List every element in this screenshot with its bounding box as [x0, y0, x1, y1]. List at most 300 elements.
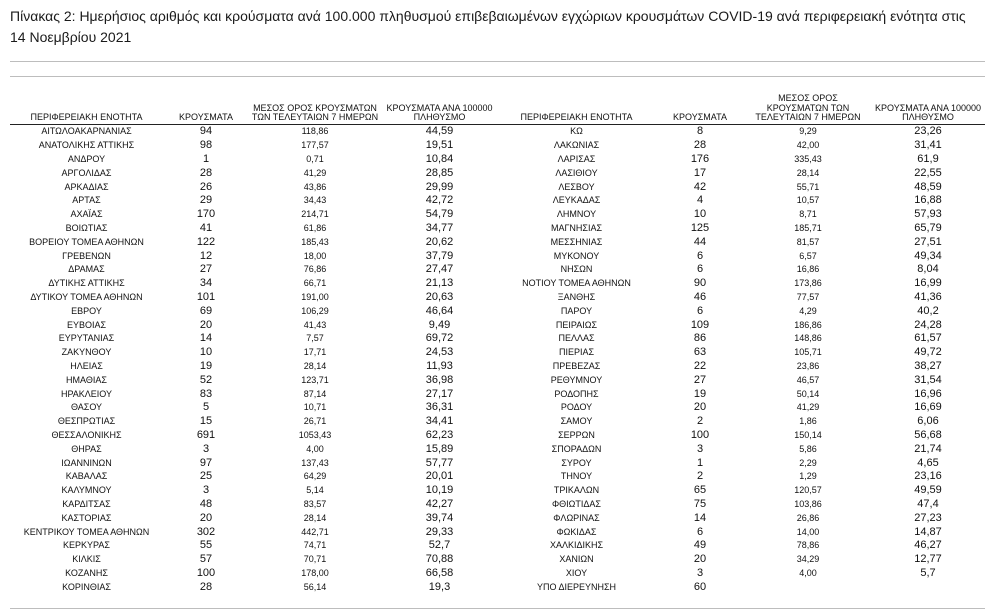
left-avg7-cell: 41,43	[303, 319, 327, 330]
table-row	[10, 193, 985, 207]
left-avg7-cell: 26,71	[303, 416, 327, 427]
table-row	[10, 566, 985, 580]
left-avg7-cell: 0,71	[306, 153, 324, 164]
right-region-cell: ΧΙΟΥ	[565, 567, 588, 578]
left-per100k-cell: 29,33	[425, 525, 454, 538]
right-region-cell: ΣΑΜΟΥ	[560, 416, 593, 427]
table-row	[10, 207, 985, 221]
left-region-cell: ΚΕΝΤΡΙΚΟΥ ΤΟΜΕΑ ΑΘΗΝΩΝ	[23, 526, 150, 537]
left-cases-cell: 100	[196, 566, 216, 579]
header-region-left: ΠΕΡΙΦΕΡΕΙΑΚΗ ΕΝΟΤΗΤΑ	[10, 86, 163, 124]
left-cases-cell: 20	[199, 511, 213, 524]
left-avg7-cell: 118,86	[301, 126, 329, 137]
right-avg7-cell: 41,29	[796, 402, 820, 413]
right-avg7-cell: 28,14	[796, 167, 820, 178]
left-per100k-cell: 52,7	[428, 539, 451, 552]
left-avg7-cell: 61,86	[303, 222, 327, 233]
table-row	[10, 276, 985, 290]
header-per100k-right: ΚΡΟΥΣΜΑΤΑ ΑΝΑ 100000 ΠΛΗΘΥΣΜΟ	[871, 86, 985, 124]
right-avg7-cell: 1,29	[799, 471, 817, 482]
left-region-cell: ΑΝΑΤΟΛΙΚΗΣ ΑΤΤΙΚΗΣ	[38, 140, 135, 151]
left-region-cell: ΑΝΔΡΟΥ	[67, 153, 106, 164]
table-row	[10, 235, 985, 249]
covid-cases-table	[10, 86, 985, 594]
right-region-cell: ΥΠΟ ΔΙΕΡΕΥΝΗΣΗ	[536, 581, 617, 592]
right-cases-cell: 14	[693, 511, 707, 524]
table-row	[10, 580, 985, 594]
left-per100k-cell: 36,31	[425, 401, 454, 414]
table-row	[10, 456, 985, 470]
right-avg7-cell: 46,57	[796, 374, 820, 385]
right-per100k-cell: 6,06	[917, 415, 939, 428]
left-per100k-cell: 44,59	[425, 125, 454, 138]
table-row	[10, 166, 985, 180]
right-per100k-cell: 61,57	[914, 332, 942, 345]
right-avg7-cell: 34,29	[796, 554, 820, 565]
right-per100k-cell	[871, 580, 985, 594]
right-avg7-cell: 77,57	[796, 291, 820, 302]
right-avg7-cell	[745, 580, 871, 594]
table-row	[10, 249, 985, 263]
right-cases-cell: 3	[696, 566, 704, 579]
left-cases-cell: 41	[199, 221, 213, 234]
right-avg7-cell: 1,86	[799, 416, 817, 427]
left-cases-cell: 34	[199, 277, 213, 290]
left-avg7-cell: 74,71	[303, 540, 327, 551]
right-per100k-cell: 16,96	[914, 387, 942, 400]
left-per100k-cell: 36,98	[425, 373, 454, 386]
right-cases-cell: 19	[693, 387, 707, 400]
right-region-cell: ΜΕΣΣΗΝΙΑΣ	[550, 236, 603, 247]
left-region-cell: ΖΑΚΥΝΘΟΥ	[61, 347, 112, 358]
right-per100k-cell: 31,54	[914, 373, 942, 386]
left-cases-cell: 57	[199, 553, 213, 566]
right-region-cell: ΦΩΚΙΔΑΣ	[556, 526, 597, 537]
left-region-cell: ΑΡΤΑΣ	[72, 195, 101, 206]
left-avg7-cell: 5,14	[306, 485, 324, 496]
left-avg7-cell: 7,57	[306, 333, 324, 344]
right-cases-cell: 2	[696, 470, 704, 483]
table-row	[10, 124, 985, 138]
right-cases-cell: 4	[696, 194, 704, 207]
table-row	[10, 511, 985, 525]
right-cases-cell: 109	[690, 318, 710, 331]
left-avg7-cell: 191,00	[301, 291, 329, 302]
table-row	[10, 152, 985, 166]
left-per100k-cell: 20,62	[425, 235, 454, 248]
left-avg7-cell: 70,71	[303, 554, 327, 565]
header-cases-left: ΚΡΟΥΣΜΑΤΑ	[163, 86, 249, 124]
left-region-cell: ΚΟΡΙΝΘΙΑΣ	[62, 581, 111, 592]
left-cases-cell: 27	[199, 263, 213, 276]
left-per100k-cell: 11,93	[426, 359, 453, 372]
right-cases-cell: 20	[693, 553, 707, 566]
left-per100k-cell: 24,53	[425, 346, 454, 359]
left-region-cell: ΘΕΣΣΑΛΟΝΙΚΗΣ	[51, 429, 122, 440]
left-per100k-cell: 42,72	[425, 194, 454, 207]
right-per100k-cell: 48,59	[914, 180, 942, 193]
right-region-cell: ΤΗΝΟΥ	[560, 471, 593, 482]
table-row	[10, 428, 985, 442]
left-per100k-cell: 20,63	[425, 290, 454, 303]
right-avg7-cell: 42,00	[796, 140, 820, 151]
right-avg7-cell: 6,57	[799, 250, 817, 261]
right-region-cell: ΛΗΜΝΟΥ	[556, 209, 597, 220]
header-top-rule	[10, 76, 985, 77]
right-cases-cell: 60	[693, 580, 707, 593]
left-per100k-cell: 27,17	[425, 387, 454, 400]
left-avg7-cell: 214,71	[301, 209, 329, 220]
right-region-cell: ΡΟΔΟΥ	[560, 402, 593, 413]
right-avg7-cell: 103,86	[794, 498, 822, 509]
right-cases-cell: 176	[690, 152, 710, 165]
right-cases-cell: 44	[693, 235, 707, 248]
table-row	[10, 525, 985, 539]
right-region-cell: ΞΑΝΘΗΣ	[557, 291, 596, 302]
right-region-cell: ΧΑΝΙΩΝ	[559, 554, 594, 565]
left-region-cell: ΚΕΡΚΥΡΑΣ	[63, 540, 110, 551]
right-cases-cell: 8	[696, 125, 704, 138]
left-avg7-cell: 83,57	[303, 498, 327, 509]
right-cases-cell: 86	[693, 332, 707, 345]
left-cases-cell: 94	[199, 125, 213, 138]
right-cases-cell: 63	[693, 346, 707, 359]
right-per100k-cell: 14,87	[914, 525, 942, 538]
right-per100k-cell: 16,69	[914, 401, 942, 414]
left-per100k-cell: 27,47	[425, 263, 454, 276]
table-row	[10, 414, 985, 428]
right-avg7-cell: 335,43	[794, 153, 822, 164]
left-cases-cell: 122	[196, 235, 216, 248]
left-cases-cell: 170	[196, 208, 216, 221]
right-avg7-cell: 50,14	[796, 388, 820, 399]
table-row	[10, 552, 985, 566]
left-cases-cell: 302	[196, 525, 216, 538]
right-cases-cell: 6	[696, 304, 704, 317]
left-cases-cell: 25	[199, 470, 213, 483]
left-per100k-cell: 66,58	[425, 566, 454, 579]
left-cases-cell: 19	[199, 359, 213, 372]
left-avg7-cell: 442,71	[301, 526, 329, 537]
right-avg7-cell: 148,86	[794, 333, 822, 344]
left-cases-cell: 83	[199, 387, 213, 400]
right-cases-cell: 1	[696, 456, 704, 469]
left-avg7-cell: 1053,43	[298, 429, 332, 440]
right-region-cell: ΤΡΙΚΑΛΩΝ	[553, 485, 600, 496]
left-avg7-cell: 10,71	[303, 402, 327, 413]
table-row	[10, 483, 985, 497]
left-per100k-cell: 39,74	[425, 511, 454, 524]
left-per100k-cell: 54,79	[425, 208, 454, 221]
header-avg7-left: ΜΕΣΟΣ ΟΡΟΣ ΚΡΟΥΣΜΑΤΩΝ ΤΩΝ ΤΕΛΕΥΤΑΙΩΝ 7 ΗΜΕΡΩΝ	[249, 86, 381, 124]
right-per100k-cell: 57,93	[914, 208, 942, 221]
right-per100k-cell: 49,59	[914, 484, 942, 497]
left-avg7-cell: 177,57	[301, 140, 329, 151]
right-cases-cell: 6	[696, 525, 704, 538]
right-region-cell: ΦΘΙΩΤΙΔΑΣ	[552, 498, 601, 509]
left-region-cell: ΕΒΡΟΥ	[71, 305, 102, 316]
left-region-cell: ΔΡΑΜΑΣ	[68, 264, 105, 275]
right-region-cell: ΝΗΣΩΝ	[560, 264, 593, 275]
right-per100k-cell: 38,27	[914, 359, 942, 372]
left-cases-cell: 3	[202, 484, 210, 497]
right-avg7-cell: 26,86	[796, 512, 820, 523]
left-avg7-cell: 64,29	[303, 471, 327, 482]
table-row	[10, 345, 985, 359]
left-per100k-cell: 37,79	[425, 249, 454, 262]
left-per100k-cell: 9,49	[428, 318, 451, 331]
table-row	[10, 221, 985, 235]
right-region-cell: ΣΕΡΡΩΝ	[558, 429, 595, 440]
left-region-cell: ΗΡΑΚΛΕΙΟΥ	[60, 388, 113, 399]
right-region-cell: ΠΕΛΛΑΣ	[558, 333, 595, 344]
right-per100k-cell: 23,16	[914, 470, 942, 483]
right-avg7-cell: 8,71	[799, 209, 817, 220]
right-region-cell: ΛΑΣΙΘΙΟΥ	[555, 167, 598, 178]
right-per100k-cell: 23,26	[914, 125, 942, 138]
left-cases-cell: 69	[199, 304, 213, 317]
right-avg7-cell: 120,57	[794, 485, 822, 496]
right-avg7-cell: 4,00	[799, 567, 817, 578]
left-region-cell: ΙΩΑΝΝΙΝΩΝ	[61, 457, 112, 468]
right-region-cell: ΠΡΕΒΕΖΑΣ	[552, 360, 601, 371]
left-per100k-cell: 10,19	[425, 484, 454, 497]
left-region-cell: ΒΟΙΩΤΙΑΣ	[65, 222, 108, 233]
table-row	[10, 180, 985, 194]
left-avg7-cell: 123,71	[301, 374, 329, 385]
left-cases-cell: 101	[196, 290, 216, 303]
right-avg7-cell: 81,57	[796, 236, 820, 247]
left-per100k-cell: 69,72	[425, 332, 454, 345]
table-body	[10, 124, 985, 594]
left-avg7-cell: 106,29	[301, 305, 329, 316]
right-per100k-cell: 27,23	[914, 511, 942, 524]
left-per100k-cell: 46,64	[425, 304, 454, 317]
left-cases-cell: 5	[202, 401, 210, 414]
right-per100k-cell: 49,72	[914, 346, 942, 359]
left-per100k-cell: 34,77	[425, 221, 454, 234]
left-per100k-cell: 28,85	[425, 166, 454, 179]
right-cases-cell: 28	[693, 139, 707, 152]
left-per100k-cell: 29,99	[425, 180, 454, 193]
left-cases-cell: 28	[199, 166, 213, 179]
right-per100k-cell: 4,65	[917, 456, 939, 469]
right-region-cell: ΣΠΟΡΑΔΩΝ	[551, 443, 602, 454]
left-region-cell: ΑΧΑΪΑΣ	[70, 209, 103, 220]
left-avg7-cell: 28,14	[303, 512, 327, 523]
left-region-cell: ΓΡΕΒΕΝΩΝ	[62, 250, 111, 261]
left-region-cell: ΚΑΣΤΟΡΙΑΣ	[61, 512, 112, 523]
left-region-cell: ΔΥΤΙΚΟΥ ΤΟΜΕΑ ΑΘΗΝΩΝ	[30, 291, 143, 302]
left-cases-cell: 15	[199, 415, 213, 428]
left-avg7-cell: 28,14	[303, 360, 327, 371]
right-avg7-cell: 23,86	[796, 360, 820, 371]
table-row	[10, 318, 985, 332]
left-region-cell: ΒΟΡΕΙΟΥ ΤΟΜΕΑ ΑΘΗΝΩΝ	[29, 236, 144, 247]
left-cases-cell: 52	[199, 373, 213, 386]
left-avg7-cell: 41,29	[303, 167, 327, 178]
top-rule	[10, 61, 985, 62]
table-row	[10, 304, 985, 318]
left-avg7-cell: 178,00	[301, 567, 329, 578]
left-region-cell: ΑΙΤΩΛΟΑΚΑΡΝΑΝΙΑΣ	[41, 126, 132, 137]
left-per100k-cell: 19,51	[425, 139, 454, 152]
left-avg7-cell: 18,00	[303, 250, 327, 261]
left-cases-cell: 48	[199, 497, 213, 510]
left-per100k-cell: 42,27	[425, 497, 454, 510]
right-avg7-cell: 9,29	[799, 126, 817, 137]
left-region-cell: ΑΡΓΟΛΙΔΑΣ	[61, 167, 112, 178]
right-per100k-cell: 16,88	[914, 194, 942, 207]
left-cases-cell: 10	[199, 346, 213, 359]
left-avg7-cell: 43,86	[303, 181, 327, 192]
right-avg7-cell: 10,57	[796, 195, 820, 206]
left-region-cell: ΚΑΡΔΙΤΣΑΣ	[62, 498, 111, 509]
left-cases-cell: 97	[199, 456, 213, 469]
right-cases-cell: 3	[696, 442, 704, 455]
right-region-cell: ΛΑΚΩΝΙΑΣ	[553, 140, 600, 151]
right-region-cell: ΛΑΡΙΣΑΣ	[557, 153, 596, 164]
left-cases-cell: 98	[199, 139, 213, 152]
left-cases-cell: 28	[199, 580, 213, 593]
left-cases-cell: 14	[199, 332, 213, 345]
right-cases-cell: 125	[690, 221, 710, 234]
right-region-cell: ΡΕΘΥΜΝΟΥ	[550, 374, 603, 385]
table-row	[10, 400, 985, 414]
right-per100k-cell: 61,9	[917, 152, 939, 165]
right-region-cell: ΧΑΛΚΙΔΙΚΗΣ	[549, 540, 604, 551]
right-per100k-cell: 49,34	[914, 249, 942, 262]
left-cases-cell: 29	[199, 194, 213, 207]
right-cases-cell: 6	[696, 249, 704, 262]
right-per100k-cell: 5,7	[920, 566, 936, 579]
table-row	[10, 442, 985, 456]
right-per100k-cell: 65,79	[914, 221, 942, 234]
left-cases-cell: 3	[202, 442, 210, 455]
right-per100k-cell: 46,27	[914, 539, 942, 552]
table-row	[10, 497, 985, 511]
right-per100k-cell: 8,04	[917, 263, 939, 276]
left-avg7-cell: 17,71	[303, 347, 327, 358]
right-cases-cell: 65	[693, 484, 707, 497]
right-region-cell: ΜΥΚΟΝΟΥ	[553, 250, 600, 261]
left-per100k-cell: 20,01	[425, 470, 454, 483]
left-per100k-cell: 10,84	[425, 152, 454, 165]
right-region-cell: ΛΕΣΒΟΥ	[558, 181, 595, 192]
right-cases-cell: 17	[693, 166, 707, 179]
right-avg7-cell: 55,71	[796, 181, 820, 192]
table-row	[10, 138, 985, 152]
right-per100k-cell: 21,74	[914, 442, 942, 455]
right-cases-cell: 2	[696, 415, 704, 428]
left-avg7-cell: 137,43	[301, 457, 329, 468]
right-region-cell: ΛΕΥΚΑΔΑΣ	[552, 195, 601, 206]
header-cases-right: ΚΡΟΥΣΜΑΤΑ	[655, 86, 745, 124]
right-avg7-cell: 78,86	[796, 540, 820, 551]
left-avg7-cell: 4,00	[306, 443, 324, 454]
left-per100k-cell: 34,41	[425, 415, 454, 428]
right-avg7-cell: 185,71	[794, 222, 822, 233]
left-per100k-cell: 21,13	[425, 277, 454, 290]
left-avg7-cell: 34,43	[303, 195, 327, 206]
right-per100k-cell: 24,28	[914, 318, 942, 331]
left-cases-cell: 26	[199, 180, 213, 193]
right-per100k-cell: 22,55	[914, 166, 942, 179]
right-avg7-cell: 16,86	[796, 264, 820, 275]
left-region-cell: ΚΙΛΚΙΣ	[72, 554, 101, 565]
left-per100k-cell: 70,88	[425, 553, 454, 566]
left-region-cell: ΚΑΛΥΜΝΟΥ	[61, 485, 112, 496]
header-per100k-left: ΚΡΟΥΣΜΑΤΑ ΑΝΑ 100000 ΠΛΗΘΥΣΜΟ	[381, 86, 498, 124]
left-region-cell: ΕΥΒΟΙΑΣ	[66, 319, 107, 330]
right-cases-cell: 6	[696, 263, 704, 276]
right-region-cell: ΠΕΙΡΑΙΩΣ	[555, 319, 598, 330]
left-region-cell: ΚΑΒΑΛΑΣ	[65, 471, 108, 482]
right-per100k-cell: 40,2	[917, 304, 939, 317]
right-avg7-cell: 4,29	[799, 305, 817, 316]
left-avg7-cell: 66,71	[303, 278, 327, 289]
right-per100k-cell: 27,51	[914, 235, 942, 248]
right-avg7-cell: 173,86	[794, 278, 822, 289]
right-region-cell: ΠΙΕΡΙΑΣ	[558, 347, 595, 358]
right-cases-cell: 46	[693, 290, 707, 303]
right-per100k-cell: 12,77	[914, 553, 942, 566]
table-row	[10, 538, 985, 552]
table-row	[10, 262, 985, 276]
right-avg7-cell: 150,14	[794, 429, 822, 440]
right-per100k-cell: 31,41	[914, 139, 942, 152]
left-region-cell: ΗΛΕΙΑΣ	[70, 360, 103, 371]
left-avg7-cell: 76,86	[303, 264, 327, 275]
right-region-cell: ΡΟΔΟΠΗΣ	[554, 388, 599, 399]
left-region-cell: ΑΡΚΑΔΙΑΣ	[64, 181, 109, 192]
right-cases-cell: 49	[693, 539, 707, 552]
left-per100k-cell: 57,77	[425, 456, 454, 469]
header-avg7-right: ΜΕΣΟΣ ΟΡΟΣ ΚΡΟΥΣΜΑΤΩΝ ΤΩΝ ΤΕΛΕΥΤΑΙΩΝ 7 ΗΜΕΡΩΝ	[745, 86, 871, 124]
right-cases-cell: 10	[693, 208, 707, 221]
table-row	[10, 387, 985, 401]
left-avg7-cell: 185,43	[301, 236, 329, 247]
left-region-cell: ΘΗΡΑΣ	[71, 443, 102, 454]
right-cases-cell: 27	[693, 373, 707, 386]
right-cases-cell: 75	[693, 497, 707, 510]
left-region-cell: ΘΕΣΠΡΩΤΙΑΣ	[57, 416, 116, 427]
right-cases-cell: 100	[690, 428, 710, 441]
left-region-cell: ΚΟΖΑΝΗΣ	[65, 567, 108, 578]
left-cases-cell: 691	[196, 428, 216, 441]
table-row	[10, 373, 985, 387]
right-avg7-cell: 2,29	[799, 457, 817, 468]
right-region-cell: ΜΑΓΝΗΣΙΑΣ	[550, 222, 603, 233]
right-per100k-cell: 47,4	[917, 497, 939, 510]
header-region-right: ΠΕΡΙΦΕΡΕΙΑΚΗ ΕΝΟΤΗΤΑ	[498, 86, 655, 124]
left-cases-cell: 1	[202, 152, 210, 165]
right-avg7-cell: 5,86	[799, 443, 817, 454]
right-cases-cell: 22	[693, 359, 707, 372]
right-avg7-cell: 14,00	[796, 526, 820, 537]
left-region-cell: ΗΜΑΘΙΑΣ	[66, 374, 107, 385]
right-region-cell: ΝΟΤΙΟΥ ΤΟΜΕΑ ΑΘΗΝΩΝ	[522, 278, 631, 289]
right-region-cell: ΣΥΡΟΥ	[561, 457, 592, 468]
right-cases-cell: 42	[693, 180, 707, 193]
right-per100k-cell: 41,36	[914, 290, 942, 303]
table-row	[10, 359, 985, 373]
right-per100k-cell: 16,99	[914, 277, 942, 290]
right-region-cell: ΠΑΡΟΥ	[560, 305, 593, 316]
table-row	[10, 331, 985, 345]
table-row	[10, 469, 985, 483]
right-cases-cell: 20	[693, 401, 707, 414]
